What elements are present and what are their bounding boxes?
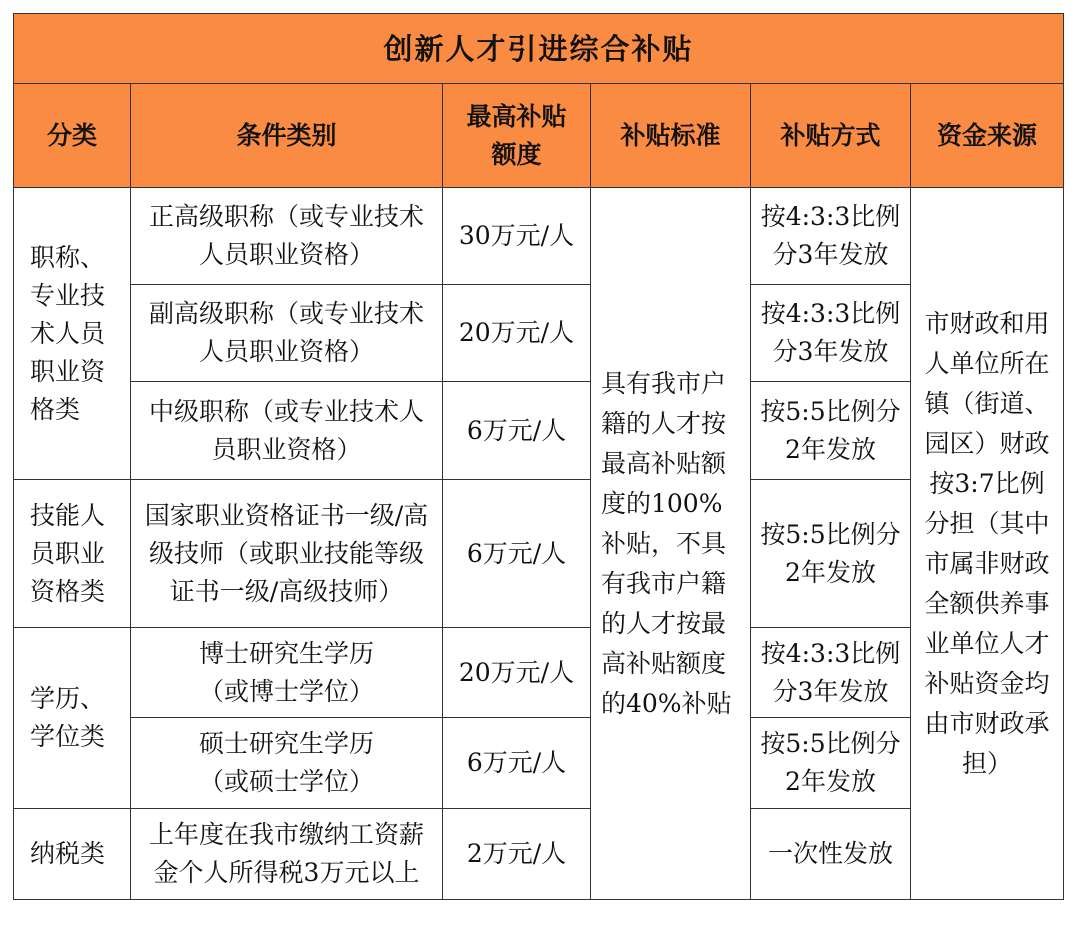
amount-cell: 2万元/人 [443, 809, 591, 900]
method-cell: 按5:5比例分2年发放 [751, 718, 911, 809]
header-funding: 资金来源 [911, 84, 1064, 188]
subsidy-table [13, 13, 1064, 900]
amount-cell: 6万元/人 [443, 718, 591, 809]
amount-cell: 20万元/人 [443, 628, 591, 718]
header-max-amount: 最高补贴额度 [443, 84, 591, 188]
amount-cell: 6万元/人 [443, 480, 591, 628]
condition-cell: 中级职称（或专业技术人员职业资格） [131, 382, 443, 480]
amount-cell: 20万元/人 [443, 285, 591, 382]
group-degree: 学历、学位类 [14, 628, 131, 809]
condition-cell: 正高级职称（或专业技术人员职业资格） [131, 188, 443, 285]
table-title: 创新人才引进综合补贴 [14, 14, 1064, 84]
method-cell: 按5:5比例分2年发放 [751, 480, 911, 628]
header-standard: 补贴标准 [591, 84, 751, 188]
method-cell: 按5:5比例分2年发放 [751, 382, 911, 480]
group-skill: 技能人员职业资格类 [14, 480, 131, 628]
header-condition: 条件类别 [131, 84, 443, 188]
funding-source: 市财政和用人单位所在镇（街道、园区）财政按3:7比例分担（其中市属非财政全额供养事业单位人才补贴资金均由市财政承担） [911, 188, 1064, 900]
amount-cell: 6万元/人 [443, 382, 591, 480]
condition-cell: 博士研究生学历（或博士学位） [131, 628, 443, 718]
condition-cell: 国家职业资格证书一级/高级技师（或职业技能等级证书一级/高级技师） [131, 480, 443, 628]
header-method: 补贴方式 [751, 84, 911, 188]
subsidy-standard: 具有我市户籍的人才按最高补贴额度的100%补贴，不具有我市户籍的人才按最高补贴额度的40%补贴 [591, 188, 751, 900]
amount-cell: 30万元/人 [443, 188, 591, 285]
condition-cell: 副高级职称（或专业技术人员职业资格） [131, 285, 443, 382]
condition-cell: 上年度在我市缴纳工资薪金个人所得税3万元以上 [131, 809, 443, 900]
group-tax: 纳税类 [14, 809, 131, 900]
method-cell: 按4:3:3比例分3年发放 [751, 285, 911, 382]
method-cell: 一次性发放 [751, 809, 911, 900]
method-cell: 按4:3:3比例分3年发放 [751, 628, 911, 718]
condition-cell: 硕士研究生学历（或硕士学位） [131, 718, 443, 809]
group-title-cert: 职称、专业技术人员职业资格类 [14, 188, 131, 480]
method-cell: 按4:3:3比例分3年发放 [751, 188, 911, 285]
header-category: 分类 [14, 84, 131, 188]
